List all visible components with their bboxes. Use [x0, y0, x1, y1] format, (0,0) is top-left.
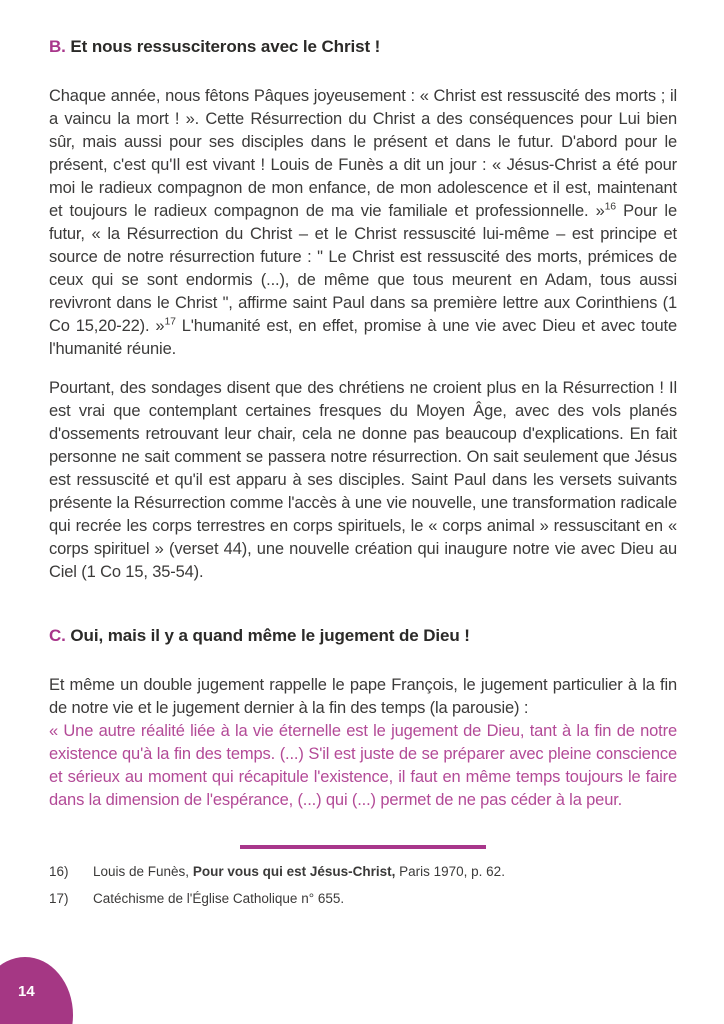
section-b-title: Et nous ressusciterons avec le Christ !	[65, 37, 381, 56]
paragraph-b1-text-1: Chaque année, nous fêtons Pâques joyeusement : « Christ est ressuscité des morts ; il a vaincu la mort ! ». Cette Résurrection du Christ a des conséquences pour Lui bien sûr, mais aussi pour ses disciples dans le présent et dans le futur. D'abord pour le présent, c'est qu'Il est vivant ! Louis de Funès a dit un jour : « Jésus-Christ a été pour moi le radieux compagnon de mon enfance, de mon adolescence et il est, maintenant et toujours le radieux compagnon de ma vie familiale et professionnelle. »	[49, 87, 677, 220]
footnote-17-text-regular: Catéchisme de l'Église Catholique n° 655.	[93, 891, 345, 906]
footnotes	[49, 863, 677, 907]
page-number: 14	[18, 983, 35, 1000]
page-content	[49, 37, 677, 907]
section-c-prefix: C.	[49, 626, 66, 645]
footnote-16-text-bold: Pour vous qui est Jésus-Christ,	[192, 864, 396, 879]
section-b-prefix: B.	[49, 37, 66, 56]
footnote-ref-17: 17	[164, 315, 176, 328]
paragraph-c1: Et même un double jugement rappelle le pape François, le jugement particulier à la fin de notre vie et le jugement dernier à la fin des temps (la parousie) :	[49, 676, 677, 717]
footnote-17-text	[93, 890, 344, 907]
section-c-title: Oui, mais il y a quand même le jugement de Dieu !	[65, 626, 470, 645]
paragraph-b2: Pourtant, des sondages disent que des chrétiens ne croient plus en la Résurrection ! Il est vrai que contemplant certaines fresques du Moyen Âge, avec des vols planés d'ossements retrouvant leur chair, cela ne donne pas beaucoup d'explications. En fait personne ne sait comment se passera notre résurrection. On sait seulement que Jésus est ressuscité et qu'il est apparu à ses disciples. Saint Paul dans les versets suivants présente la Résurrection comme l'accès à une vie nouvelle, une transformation radicale qui recrée les corps terrestres en corps spirituels, le « corps animal » ressuscitant en « corps spirituel » (verset 44), une nouvelle création qui inaugure notre vie avec Dieu au Ciel (1 Co 15, 35-54).	[49, 379, 677, 581]
paragraph-b1-text-2: Pour le futur, « la Résurrection du Christ – et le Christ ressuscité lui-même – est principe et source de notre résurrection future : " Le Christ est ressuscité des morts, prémices de ceux qui se sont endormis (...), de même que tous meurent en Adam, tous aussi revivront dans le Christ ", affirme saint Paul dans sa première lettre aux Corinthiens (1 Co 15,20-22). »	[49, 202, 677, 335]
footnote-16-number: 16)	[49, 864, 69, 879]
paragraph-b1-text-3: L'humanité est, en effet, promise à une vie avec Dieu et avec toute l'humanité réunie.	[49, 317, 677, 358]
paragraph-b1	[49, 85, 677, 361]
footnote-16-text-after: Paris 1970, p. 62.	[395, 864, 505, 879]
quote-paragraph: « Une autre réalité liée à la vie éternelle est le jugement de Dieu, tant à la fin de notre existence qu'à la fin des temps. (...) S'il est juste de se préparer avec pleine conscience et sérieux au moment qui récapitule l'existence, il faut en même temps toujours le faire dans la dimension de l'espérance, (...) qui (...) permet de ne pas céder à la peur.	[49, 722, 677, 809]
page-number-badge	[0, 957, 73, 1024]
footnote-16-text-regular: Louis de Funès,	[93, 864, 193, 879]
footnote-17	[49, 890, 677, 907]
section-c-heading	[49, 626, 677, 646]
footnote-16-text	[93, 863, 505, 880]
footnote-divider	[240, 845, 486, 849]
section-b-heading	[49, 37, 677, 57]
footnote-16	[49, 863, 677, 880]
footnote-17-number: 17)	[49, 891, 69, 906]
footnote-ref-16: 16	[604, 200, 616, 213]
